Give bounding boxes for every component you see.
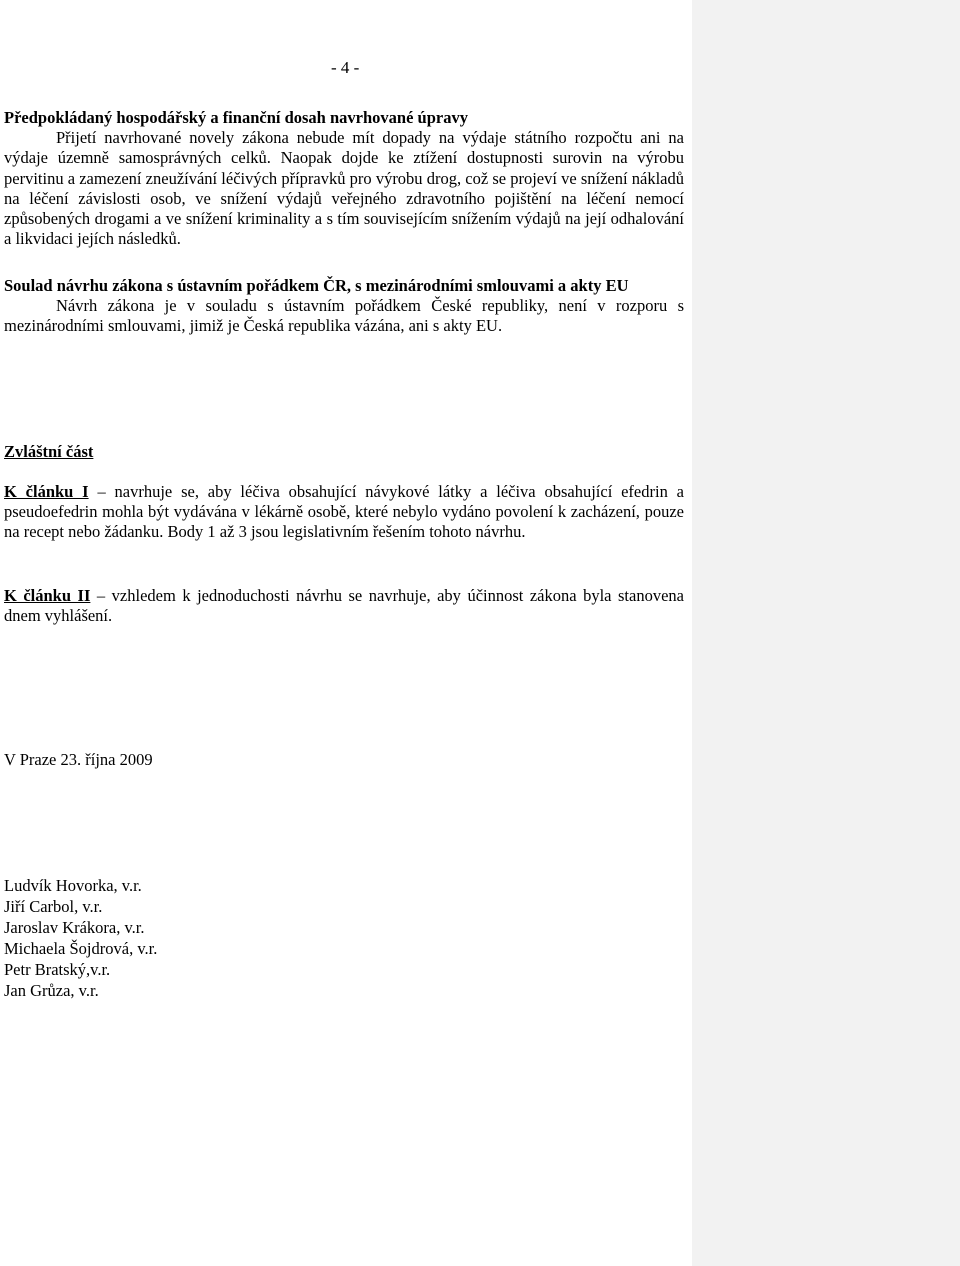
signatory: Jan Grůza, v.r. (4, 981, 99, 1000)
signatory: Jiří Carbol, v.r. (4, 897, 103, 916)
impact-heading: Předpokládaný hospodářský a finanční dosah navrhované úpravy (4, 108, 468, 127)
special-section (4, 442, 684, 462)
signatory: Ludvík Hovorka, v.r. (4, 876, 142, 895)
conformity-section (4, 276, 684, 337)
comment-margin-pane (692, 0, 960, 1266)
conformity-paragraph: Návrh zákona je v souladu s ústavním pořádkem České republiky, není v rozporu s mezinárodními smlouvami, jimiž je Česká republika vázána, ani s akty EU. (4, 296, 684, 336)
impact-section (4, 108, 684, 249)
article-2-text: – vzhledem k jednoduchosti návrhu se navrhuje, aby účinnost zákona byla stanovena dnem vyhlášení. (4, 586, 684, 626)
special-heading: Zvláštní část (4, 442, 94, 461)
article-1-text: – navrhuje se, aby léčiva obsahující návykové látky a léčiva obsahující efedrin a pseudoefedrin mohla být vydávána v lékárně osobě, které nebylo vydáno povolení k zacházení, pouze na recept nebo žádanku. Body 1 až 3 jsou legislativním řešením tohoto návrhu. (4, 482, 684, 542)
signatory: Jaroslav Krákora, v.r. (4, 918, 145, 937)
signatories-list (4, 875, 684, 1001)
impact-paragraph: Přijetí navrhované novely zákona nebude mít dopady na výdaje státního rozpočtu ani na výdaje územně samosprávných celků. Naopak dojde ke ztížení dostupnosti surovin na výrobu pervitinu a zamezení zneužívání léčivých přípravků pro výrobu drog, což se projeví ve snížení nákladů na léčení závislosti osob, ve snížení výdajů veřejného zdravotního pojištění na léčení nemocí způsobených drogami a ve snížení kriminality a s tím souvisejícím snížením výdajů na její odhalování a likvidaci jejích následků. (4, 128, 684, 249)
article-1-label: K článku I (4, 482, 89, 501)
conformity-heading: Soulad návrhu zákona s ústavním pořádkem ČR, s mezinárodními smlouvami a akty EU (4, 276, 629, 295)
article-1-paragraph (4, 482, 684, 543)
page-number: - 4 - (331, 58, 360, 77)
signatory: Michaela Šojdrová, v.r. (4, 939, 158, 958)
date-line: V Praze 23. října 2009 (4, 750, 153, 769)
article-2-paragraph (4, 586, 684, 626)
article-2-label: K článku II (4, 586, 91, 605)
signatory: Petr Bratský,v.r. (4, 960, 111, 979)
